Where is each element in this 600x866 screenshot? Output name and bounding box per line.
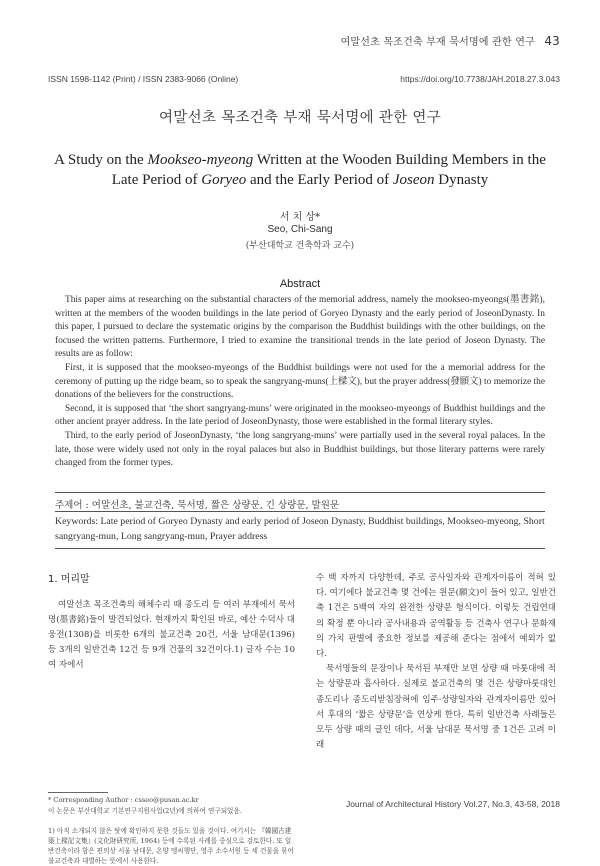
author-affiliation: (부산대학교 건축학과 교수) — [245, 241, 355, 251]
abstract-body — [55, 294, 545, 471]
left-column-text — [48, 598, 295, 673]
page-number: 43 — [544, 34, 560, 48]
korean-keywords — [55, 497, 339, 511]
corresponding-author-note: * Corresponding Author : csseo@pusan.ac.kr — [48, 796, 199, 804]
english-title-part: and the Early Period of — [246, 172, 393, 188]
body-paragraph: 수 백 자까지 다양한데, 주로 공사일자와 관계자이름이 적혀 있다. 여기에다 불교건축 몇 건에는 원문(願文)이 들어 있고, 일반건축 1건은 5백여 자의 완전한 상량문 형식이다. 이렇듯 건립연대의 확정 뿐 아니라 공사내용과 공역활동 등 건축사 연구나 문화재의 가치 판별에 중요한 정보를 제공해 준다는 점에서 예외가 없다. — [316, 573, 556, 660]
doi-link[interactable]: https://doi.org/10.7738/JAH.2018.27.3.043 — [400, 74, 560, 84]
english-title-italic: Mookseo-myeong — [147, 152, 254, 168]
english-keywords-label: Keywords: — [55, 516, 101, 527]
english-title-italic: Joseon — [392, 172, 435, 188]
english-title-part: Written at the Wooden Building Members in the Late Period of — [111, 152, 546, 188]
abstract-paragraph: Third, to the early period of JoseonDynasty, ‘the long sangryang-muns’ were partially used in the several royal palaces. In the late, those were widely used not only in the royal palaces but also in Buddhist buildings, but those literary patterns were rarely changed from the former types. — [55, 430, 545, 469]
author-name-korean: 서 치 상* — [279, 212, 321, 223]
issn: ISSN 1598-1142 (Print) / ISSN 2383-9066 (Online) — [48, 74, 239, 84]
keywords-bottom-rule — [55, 548, 545, 549]
korean-keywords-label: 주제어 : — [55, 500, 92, 511]
funding-note: 이 논문은 부산대학교 기본연구지원사업(2년)에 의하여 연구되었음. — [48, 807, 242, 815]
abstract-paragraph: This paper aims at researching on the substantial characters of the memorial address, namely the mookseo-myeongs(墨書銘), written at the members of the wooden buildings in the late period of Goryeo Dynasty and the early period of JoseonDynasty. In this paper, I pursued to declare the systematic origins by the comparison the Buddhist buildings with the other buildings, on the focused the written patterns. Furthermore, I tried to examine the transitional trends in the late period of Joseon Dynasty. The results are as follow: — [55, 295, 545, 360]
english-title — [40, 150, 560, 190]
english-keywords — [55, 514, 545, 544]
running-header — [341, 33, 560, 48]
right-column-text — [316, 571, 556, 753]
abstract-paragraph: First, it is supposed that the mookseo-myeongs of the Buddhist buildings were not used for the a memorial address for the ceremony of putting up the ridge beam, so to speak the sangryang-muns(上樑文), but the prayer address(發願文) to memorize the donations of the believers for the constructions. — [55, 362, 545, 401]
body-paragraph: 묵서명들의 문장이나 묵서된 부재만 보면 상량 때 마룻대에 적는 상량문과 흡사하다. 실제로 불교건축의 몇 건은 상량마룻대인 종도리나 종도리받침장혀에 임주·상량일자와 관계자이름만 있어서 후대의 ‘짧은 상량문’을 연상케 한다. 특히 일반건축 사례들은 모두 상량 때의 글인 데다, 서울 남대문 묵서명 중 1건은 고려 이래 — [316, 664, 556, 751]
footnote-rule — [48, 792, 108, 793]
abstract-paragraph: Second, it is supposed that ‘the short sangryang-muns’ were originated in the mookseo-myeongs of Buddhist buildings and the other ancient prayer address. In the late period of JoseonDynasty, those were established in the formal literary styles. — [55, 403, 545, 428]
abstract-heading: Abstract — [279, 278, 321, 290]
running-title: 여말선초 목조건축 부재 묵서명에 관한 연구 — [340, 37, 535, 48]
korean-keywords-text: 여말선초, 불교건축, 묵서명, 짧은 상량문, 긴 상량문, 발원문 — [91, 500, 340, 511]
section-heading: 1. 머리말 — [48, 574, 90, 585]
journal-citation: Journal of Architectural History Vol.27, No.3, 43-58, 2018 — [345, 799, 560, 809]
english-keywords-text: Late period of Goryeo Dynasty and early period of Joseon Dynasty, Buddhist buildings, Mookseo-myeong, Short sangryang-mun, Long sangryang-mun, Prayer address — [55, 516, 545, 542]
keywords-top-rule — [55, 492, 545, 493]
author-name-english: Seo, Chi-Sang — [267, 224, 333, 235]
english-title-part: A Study on the — [54, 152, 148, 168]
keywords-divider — [55, 511, 545, 512]
english-title-italic: Goryeo — [201, 172, 247, 188]
body-paragraph: 여말선초 목조건축의 해체수리 때 종도리 등 여러 부재에서 묵서명(墨書銘)들이 발견되었다. 현재까지 확인된 바로, 예산 수덕사 대웅전(1308)을 비롯한 6개의 불교건축 20건, 서울 남대문(1396) 등 3개의 일반건축 12건 등 9개 건물의 32건이다.1) 글자 수는 10여 자에서 — [48, 600, 295, 670]
english-title-part: Dynasty — [434, 172, 489, 188]
korean-title: 여말선초 목조건축 부재 묵서명에 관한 연구 — [158, 110, 442, 126]
footnote-1: 1) 아직 소개되지 않은 탓에 확인하지 못한 것들도 있을 것이다. 여기서는 『韓國古建築上樑記文集』(文化財硏究所, 1964) 등에 수록된 사례를 중심으로 검토한다. 또 일반건축이라 함은 편의상 서울 남대문, 온양 맹씨행단, 영주 소수서원 등 세 건물을 묶어 불교건축과 대별하는 뜻에서 사용한다. — [48, 827, 294, 865]
